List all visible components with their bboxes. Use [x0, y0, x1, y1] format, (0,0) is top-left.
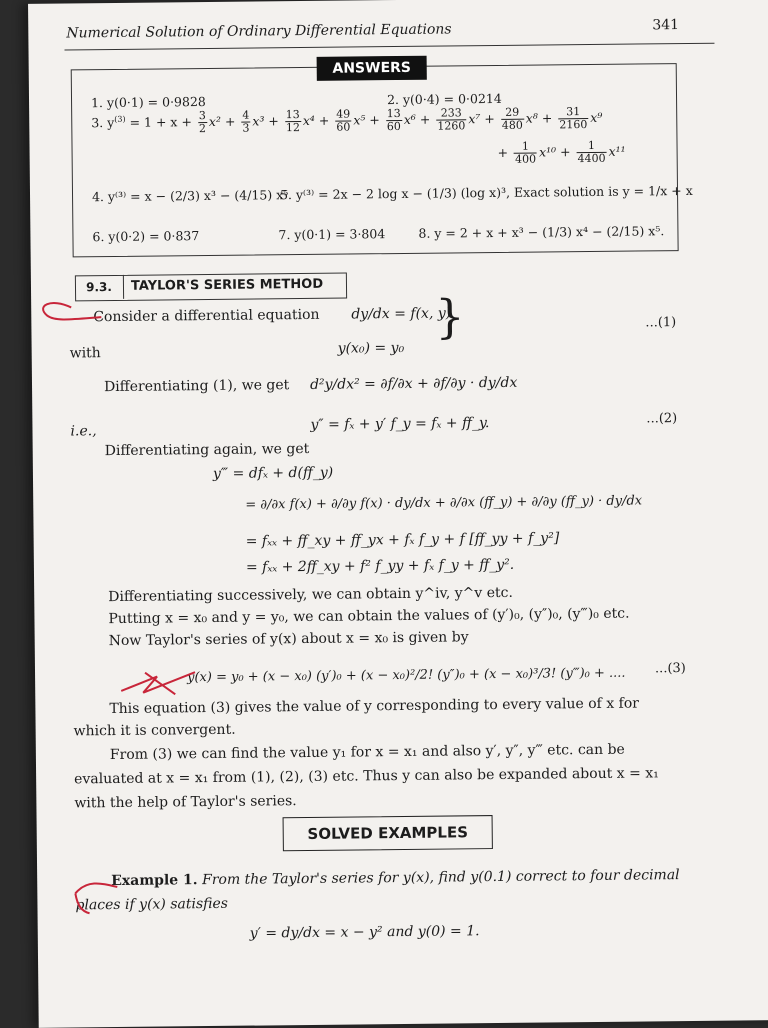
example-label: Example 1. [111, 872, 198, 890]
solved-examples-heading: SOLVED EXAMPLES [283, 815, 493, 851]
numerator: 29 [501, 107, 524, 120]
power-term: x⁸ [525, 110, 538, 126]
answer-3-sup: (3) [114, 114, 126, 124]
answer-3-tail-terms: + $\frac{1}{400}$ x¹⁰ + $\frac{1}{4400}$ x¹¹ [497, 138, 626, 166]
fraction-term [386, 108, 402, 133]
power-term: x³ [252, 113, 265, 129]
denominator: 4400 [577, 151, 606, 166]
denominator: 2160 [559, 118, 588, 132]
power-term: x⁹ [590, 109, 603, 125]
equation-number-1: ...(1) [645, 315, 677, 331]
ode-equation: dy/dx = f(x, y) [351, 305, 452, 323]
running-header: Numerical Solution of Ordinary Differential Equations [66, 21, 452, 42]
power-term: x⁵ [353, 112, 366, 128]
fraction-term [558, 106, 588, 131]
paragraph-2c: with the help of Taylor's series. [74, 793, 297, 812]
y-triple-prime-3: = fₓₓ + ff_xy + ff_yx + fₓ f_y + f [ff_yy + f_y²] [245, 530, 560, 550]
answer-8: 8. y = 2 + x + x³ − (1/3) x⁴ − (2/15) x⁵. [418, 223, 665, 241]
numerator: 3 [198, 109, 206, 123]
answer-1: 1. y(0·1) = 0·9828 [90, 94, 206, 111]
successively-text: Differentiating successively, we can obtain y^iv, y^v etc. [108, 584, 514, 606]
denominator: 12 [285, 121, 300, 135]
numerator: 13 [285, 108, 300, 122]
answer-5: 5. y⁽³⁾ = 2x − 2 log x − (1/3) (log x)³, Exact solution is y = 1/x + x [279, 182, 693, 203]
ie-text: i.e., [70, 423, 97, 440]
second-derivative-eq: d²y/dx² = ∂f/∂x + ∂f/∂y · dy/dx [309, 374, 518, 393]
numerator: 233 [436, 107, 466, 120]
example-1-line-b: places if y(x) satisfies [75, 895, 229, 914]
y-triple-prime-1: y‴ = dfₓ + d(ff_y) [212, 464, 334, 482]
paragraph-2b: evaluated at x = x₁ from (1), (2), (3) etc. Thus y can also be expanded about x = x₁ [74, 765, 659, 788]
power-term: x² [208, 113, 222, 129]
differentiating-text: Differentiating (1), we get [103, 377, 290, 396]
consider-text: Consider a differential equation [93, 306, 320, 326]
section-number: 9.3. [75, 275, 124, 300]
fraction-term [241, 110, 250, 135]
answer-6: 6. y(0·2) = 0·837 [92, 228, 200, 245]
header-rule [65, 43, 715, 51]
paragraph-2a: From (3) we can find the value y₁ for x = x₁ and also y′, y″, y‴ etc. can be [109, 741, 625, 764]
denominator: 400 [515, 152, 537, 166]
y-triple-prime-4: = fₓₓ + 2ff_xy + f² f_yy + fₓ f_y + ff_y². [245, 556, 515, 576]
section-title: TAYLOR'S SERIES METHOD [130, 276, 324, 294]
equation-number-3: ...(3) [654, 661, 686, 677]
denominator: 1260 [437, 119, 466, 133]
power-term: x¹¹ [608, 143, 626, 159]
brace: } [435, 289, 465, 344]
page-number: 341 [652, 17, 680, 34]
numerator: 13 [386, 106, 401, 121]
y-triple-prime-2: = ∂/∂x f(x) + ∂/∂y f(x) · dy/dx + ∂/∂x (ff_y) + ∂/∂y (ff_y) · dy/dx [245, 493, 643, 513]
power-term: x¹⁰ [538, 144, 557, 160]
denominator: 3 [242, 121, 250, 135]
power-term: x⁶ [403, 111, 416, 127]
initial-condition: y(x₀) = y₀ [337, 339, 405, 357]
equation-number-2: ...(2) [646, 411, 678, 427]
denominator: 60 [386, 119, 401, 134]
denominator: 480 [501, 118, 523, 132]
y-double-prime-eq: y″ = fₓ + y′ f_y = fₓ + ff_y. [310, 415, 490, 433]
numerator: 1 [514, 141, 537, 154]
putting-text: Putting x = x₀ and y = y₀, we can obtain the values of (y′)₀, (y″)₀, (y‴)₀ etc. [108, 605, 630, 628]
answers-label: ANSWERS [317, 56, 427, 81]
numerator: 4 [242, 108, 250, 122]
taylor-series-eq: y(x) = y₀ + (x − x₀) (y′)₀ + (x − x₀)²/2! (y″)₀ + (x − x₀)³/3! (y‴)₀ + .... [187, 665, 626, 686]
denominator: 60 [336, 120, 351, 134]
answer-4: 4. y⁽³⁾ = x − (2/3) x³ − (4/15) x⁵ [91, 187, 289, 205]
answer-3-tail [497, 140, 625, 166]
answer-3 [91, 106, 602, 136]
answer-2: 2. y(0·4) = 0·0214 [386, 90, 502, 108]
denominator: 2 [198, 122, 207, 136]
power-term: x⁴ [302, 112, 315, 129]
answer-7: 7. y(0·1) = 3·804 [278, 226, 386, 243]
fraction-term [501, 107, 524, 132]
fraction-term [335, 108, 351, 133]
answer-3-text: = 1 + x + [129, 114, 192, 130]
numerator: 49 [336, 107, 351, 121]
power-term: x⁷ [468, 111, 481, 127]
numerator: 31 [558, 106, 588, 119]
fraction-term [285, 109, 301, 134]
fraction-term [576, 140, 606, 165]
fraction-term [198, 110, 207, 135]
answer-3-prefix: 3. y [91, 114, 115, 131]
example-equation: y′ = dy/dx = x − y² and y(0) = 1. [249, 923, 480, 942]
fraction-term [436, 107, 466, 132]
numerator: 1 [576, 140, 606, 153]
with-text: with [69, 345, 101, 362]
differentiating-again-text: Differentiating again, we get [104, 440, 310, 460]
paragraph-1b: which it is convergent. [73, 721, 236, 740]
taylor-intro-text: Now Taylor's series of y(x) about x = x₀ is given by [108, 629, 469, 650]
example-1-line-a [111, 867, 680, 889]
fraction-term [514, 141, 537, 166]
answer-3-terms: $\frac{3}{2}$ x² + $\frac{4}{3}$ x³ + $\frac{13}{12}$ x⁴ + $\frac{49}{60}$ x⁵ + $\frac{13}{60}$ x⁶ + $\frac{233}{1260}$ x⁷ + $\frac{29}{480}$ x⁸ + $\frac{31}{2160}$ x⁹ [198, 105, 603, 136]
example-text-a: From the Taylor's series for y(x), find y(0.1) correct to four decimal [201, 867, 680, 889]
book-page [28, 0, 768, 1028]
paragraph-1a: This equation (3) gives the value of y corresponding to every value of x for [109, 695, 640, 718]
